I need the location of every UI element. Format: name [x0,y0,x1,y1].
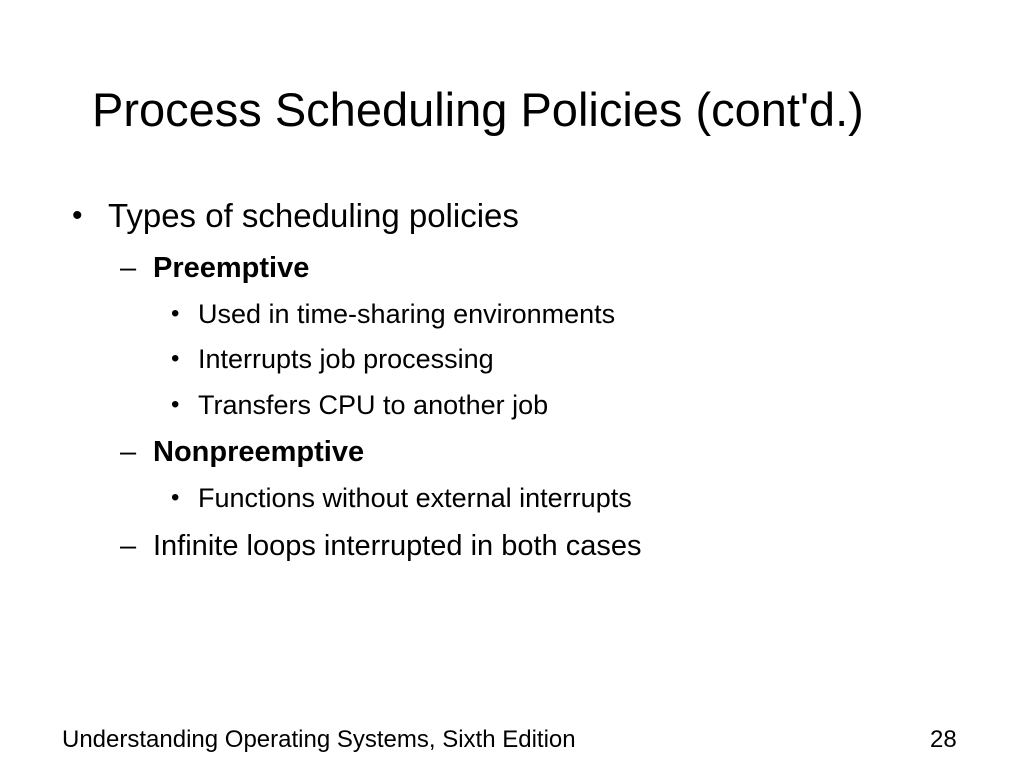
outline-item-interrupts-job-processing: Interrupts job processing [198,344,494,374]
footer-text: Understanding Operating Systems, Sixth Edition [62,726,576,753]
dash-marker: – [120,252,137,284]
bullet-marker: • [171,484,180,511]
outline-item-nonpreemptive: Nonpreemptive [153,436,365,468]
bullet-marker: • [171,300,180,327]
bullet-marker: • [171,391,180,418]
outline-item-used-in-time-sharing-environments: Used in time-sharing environments [198,299,616,329]
outline-item-types-of-scheduling-policies: Types of scheduling policies [108,197,519,234]
page-number: 28 [930,726,957,753]
outline-item-transfers-cpu-to-another-job: Transfers CPU to another job [198,390,549,420]
bullet-marker: • [171,345,180,372]
outline-item-functions-without-external-interrupts: Functions without external interrupts [198,483,632,513]
dash-marker: – [120,436,137,468]
outline-item-preemptive: Preemptive [153,252,310,284]
dash-marker: – [120,530,137,562]
slide-title: Process Scheduling Policies (cont'd.) [92,83,864,136]
outline-item-infinite-loops-interrupted-in-both-cases: Infinite loops interrupted in both cases [153,530,642,562]
bullet-marker: • [72,199,83,232]
